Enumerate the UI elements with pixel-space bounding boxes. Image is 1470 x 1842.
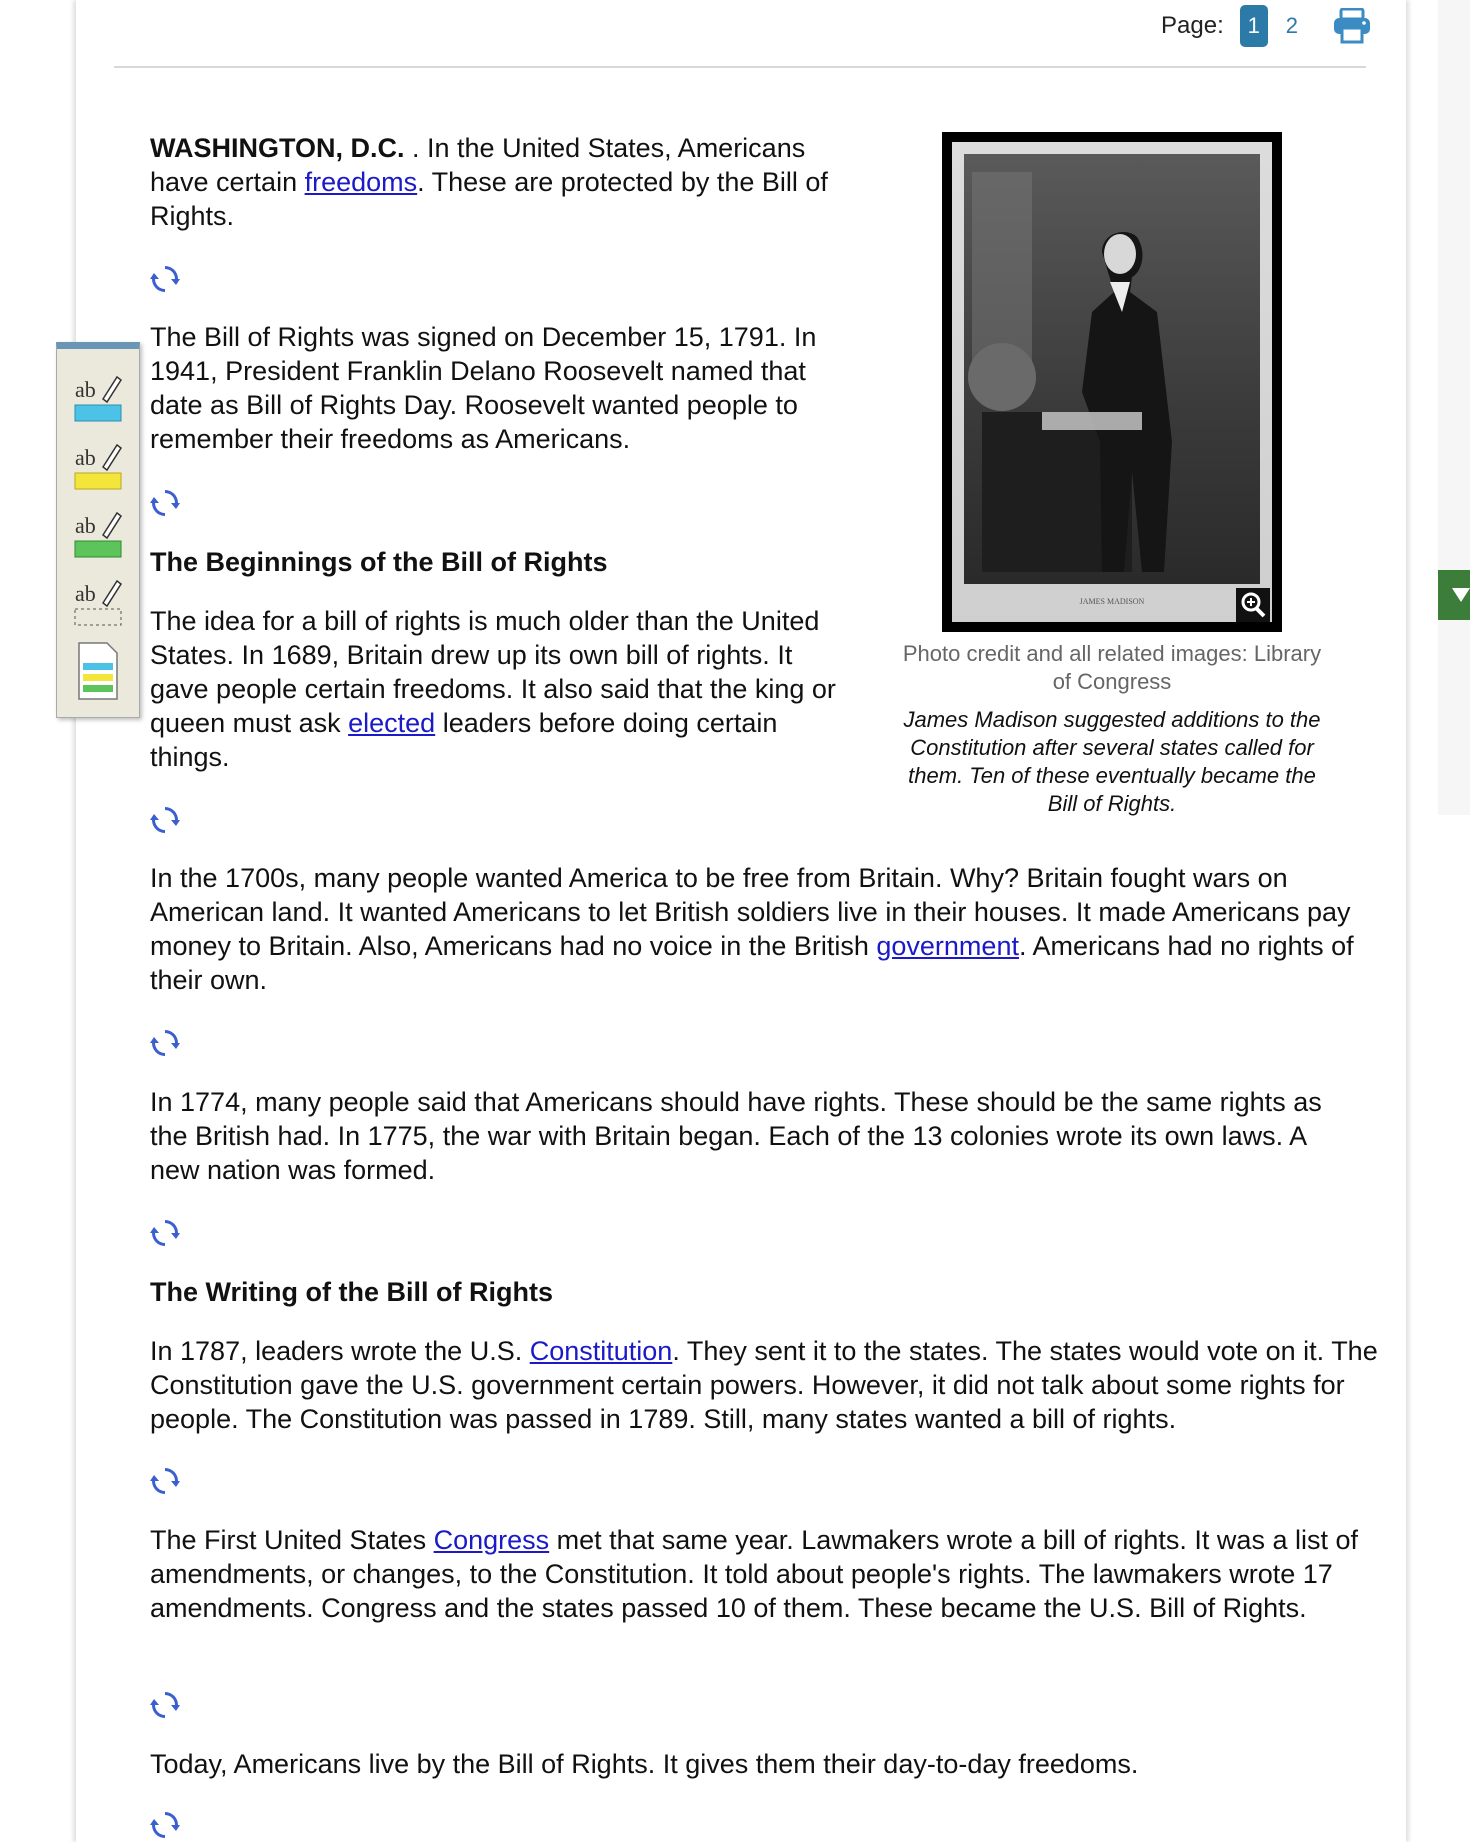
- constitution-link[interactable]: Constitution: [529, 1336, 673, 1366]
- right-gutter: [1438, 0, 1470, 815]
- refresh-icon[interactable]: [150, 264, 180, 294]
- page-1-button[interactable]: 1: [1240, 5, 1268, 47]
- refresh-icon[interactable]: [150, 488, 180, 518]
- zoom-icon: [1236, 588, 1270, 622]
- refresh-icon[interactable]: [150, 805, 180, 835]
- page-2-link[interactable]: 2: [1285, 13, 1298, 38]
- freedoms-link[interactable]: freedoms: [304, 167, 418, 197]
- paragraph-4: In the 1700s, many people wanted America to be free from Britain. Why? Britain fought wars on American land. It wanted Americans to let British soldiers live in their houses. It made Americans pay money to Britain. Also, Americans had no voice in the British government. Americans had no rights of their own.: [150, 863, 1354, 995]
- print-icon[interactable]: [1332, 8, 1372, 44]
- highlight-toolbar: [56, 342, 140, 718]
- madison-engraving: [952, 142, 1272, 622]
- svg-text:ab: ab: [75, 377, 96, 402]
- refresh-icon[interactable]: [150, 1466, 180, 1496]
- pager: [1161, 4, 1372, 48]
- zoom-button[interactable]: [1236, 588, 1270, 622]
- paragraph-3: The idea for a bill of rights is much older than the United States. In 1689, Britain drew up its own bill of rights. It gave people certain freedoms. It also said that the king or queen must ask elected leaders before doing certain things.: [150, 606, 836, 772]
- highlight-green-tool[interactable]: [73, 507, 123, 563]
- svg-text:ab: ab: [75, 513, 96, 538]
- svg-text:JAMES MADISON: JAMES MADISON: [1079, 597, 1145, 606]
- pager-label: Page:: [1161, 12, 1224, 39]
- paragraph-5: In 1774, many people said that Americans should have rights. These should be the same rights as the British had. In 1775, the war with Britain began. Each of the 13 colonies wrote its own laws. A new nation was formed.: [150, 1087, 1322, 1185]
- section-heading-writing: The Writing of the Bill of Rights: [150, 1277, 553, 1307]
- refresh-icon[interactable]: [150, 1028, 180, 1058]
- highlight-clear-tool[interactable]: [73, 575, 123, 631]
- refresh-icon[interactable]: [150, 1810, 180, 1840]
- header-divider: [114, 66, 1366, 68]
- portrait-image[interactable]: [942, 132, 1282, 632]
- paragraph-2: The Bill of Rights was signed on December 15, 1791. In 1941, President Franklin Delano Roosevelt named that date as Bill of Rights Day. Roosevelt wanted people to remember their freedoms as Americans.: [150, 322, 817, 454]
- dateline: WASHINGTON, D.C.: [150, 133, 405, 163]
- refresh-icon[interactable]: [150, 1218, 180, 1248]
- refresh-icon[interactable]: [150, 1690, 180, 1720]
- side-panel-toggle[interactable]: [1438, 570, 1470, 620]
- government-link[interactable]: government: [876, 931, 1019, 961]
- photo-credit: Photo credit and all related images: Library of Congress: [902, 641, 1322, 694]
- paragraph-1: WASHINGTON, D.C. . In the United States, Americans have certain freedoms. These are protected by the Bill of Rights.: [150, 133, 828, 231]
- photo-caption: James Madison suggested additions to the Constitution after several states called for them. Ten of these eventually became the Bill of Rights.: [903, 707, 1321, 816]
- notes-icon[interactable]: [73, 641, 123, 701]
- highlight-blue-tool[interactable]: [73, 371, 123, 427]
- paragraph-6: In 1787, leaders wrote the U.S. Constitution. They sent it to the states. The states would vote on it. The Constitution gave the U.S. government certain powers. However, it did not talk about some rights for people. The Constitution was passed in 1789. Still, many states wanted a bill of rights.: [150, 1336, 1378, 1434]
- triangle-down-icon: [1452, 588, 1470, 602]
- svg-text:ab: ab: [75, 581, 96, 606]
- paragraph-7: The First United States Congress met that same year. Lawmakers wrote a bill of rights. It was a list of amendments, or changes, to the Constitution. It told about people's rights. The lawmakers wrote 17 amendments. Congress and the states passed 10 of them. These became the U.S. Bill of Rights.: [150, 1525, 1358, 1623]
- svg-text:ab: ab: [75, 445, 96, 470]
- highlight-yellow-tool[interactable]: [73, 439, 123, 495]
- section-heading-beginnings: The Beginnings of the Bill of Rights: [150, 547, 608, 577]
- congress-link[interactable]: Congress: [433, 1525, 550, 1555]
- paragraph-8: Today, Americans live by the Bill of Rights. It gives them their day-to-day freedoms.: [150, 1749, 1139, 1779]
- elected-link[interactable]: elected: [348, 708, 436, 738]
